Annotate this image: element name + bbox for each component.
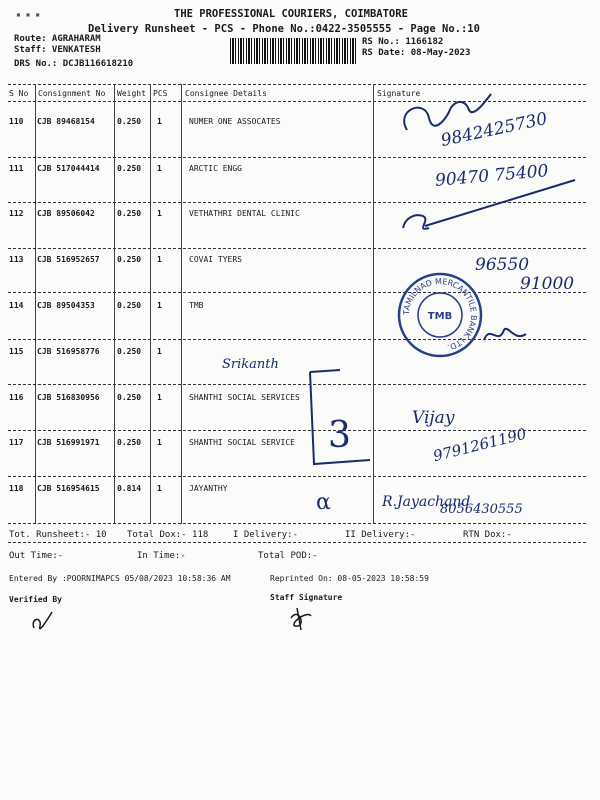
total-dox: Total Dox:- 118 [127, 530, 209, 540]
company-title: THE PROFESSIONAL COURIERS, COIMBATORE [174, 8, 408, 20]
row-rule [8, 157, 586, 158]
bank-stamp [395, 270, 485, 360]
row-consignment: CJB 516952657 [37, 255, 100, 264]
col-separator [150, 84, 151, 524]
row-weight: 0.250 [117, 164, 142, 173]
row-pcs: 1 [157, 393, 162, 402]
row-rule [8, 523, 586, 524]
row-weight: 0.250 [117, 255, 142, 264]
row-sno: 110 [9, 117, 24, 126]
signature-row-114 [480, 320, 530, 350]
drs-number: DRS No.: DCJB116618210 [14, 59, 134, 69]
rs-date: RS Date: 08-May-2023 [362, 48, 471, 58]
header-rule-bottom [8, 101, 586, 102]
totals-rule [8, 542, 586, 543]
row-sno: 112 [9, 209, 24, 218]
row-consignment: CJB 516830956 [37, 393, 100, 402]
row-rule [8, 248, 586, 249]
verifier-signature [28, 608, 58, 636]
row-rule [8, 384, 586, 385]
row-consignee: NUMER ONE ASSOCATES [189, 117, 281, 126]
col-separator [181, 84, 182, 524]
row-pcs: 1 [157, 484, 162, 493]
row-weight: 0.250 [117, 393, 142, 402]
row-sno: 114 [9, 301, 24, 310]
row-weight: 0.250 [117, 438, 142, 447]
row-sno: 116 [9, 393, 24, 402]
signature-row-115: Srikanth [222, 357, 279, 372]
signature-row-118: R.Jayachand [382, 494, 471, 510]
signature-row-117: Vijay [412, 408, 455, 428]
total-runsheet: Tot. Runsheet:- 10 [9, 530, 107, 540]
staff-signature-label: Staff Signature [270, 593, 343, 602]
row-consignment: CJB 517044414 [37, 164, 100, 173]
rs-number: RS No.: 1166182 [362, 37, 444, 47]
row-consignment: CJB 516958776 [37, 347, 100, 356]
row-weight: 0.250 [117, 117, 142, 126]
row-sno: 117 [9, 438, 24, 447]
runsheet-title: Delivery Runsheet - PCS - Phone No.:0422-3505555 - Page No.:10 [88, 23, 480, 35]
row-pcs: 1 [157, 438, 162, 447]
row-pcs: 1 [157, 209, 162, 218]
row-sno: 113 [9, 255, 24, 264]
col-separator [35, 84, 36, 524]
row-consignment: CJB 89468154 [37, 117, 95, 126]
verified-by: Verified By [9, 595, 62, 604]
row-consignment: CJB 516991971 [37, 438, 100, 447]
note-row-113a: 96550 [475, 255, 530, 275]
row-pcs: 1 [157, 164, 162, 173]
row-consignee: ARCTIC ENGG [189, 164, 242, 173]
staff-label: Staff: VENKATESH [14, 45, 101, 55]
scan-marks: ▪ ▪ ▪ [16, 10, 41, 19]
phone-row-118: 8056430555 [440, 502, 523, 517]
row-consignment: CJB 516954615 [37, 484, 100, 493]
row-pcs: 1 [157, 117, 162, 126]
route-label: Route: AGRAHARAM [14, 34, 101, 44]
phone-row-117: 9791261190 [431, 424, 529, 466]
row-consignee: COVAI TYERS [189, 255, 242, 264]
row-consignee: TMB [189, 301, 204, 310]
stamp-center-text: TMB [427, 311, 453, 322]
row-weight: 0.250 [117, 347, 142, 356]
row-rule [8, 476, 586, 477]
col-separator [114, 84, 115, 524]
staff-signature [285, 604, 315, 632]
ii-delivery: II Delivery:- [345, 530, 416, 540]
row-consignee: VETHATHRI DENTAL CLINIC [189, 209, 300, 218]
i-delivery: I Delivery:- [233, 530, 299, 540]
rtn-dox: RTN Dox:- [463, 530, 512, 540]
col-consignee: Consignee Details [185, 89, 267, 98]
header-rule-top [8, 84, 586, 85]
col-sno: S No [9, 89, 29, 98]
row-pcs: 1 [157, 301, 162, 310]
phone-row-111: 90470 75400 [434, 161, 550, 191]
row-consignee: SHANTHI SOCIAL SERVICE [189, 438, 295, 447]
out-time: Out Time:- [9, 551, 64, 561]
stamp-ring-text: TAMILNAD MERCANTILE BANK LTD. [401, 276, 479, 353]
row-pcs: 1 [157, 255, 162, 264]
row-pcs: 1 [157, 347, 162, 356]
in-time: In Time:- [137, 551, 186, 561]
reprinted-on: Reprinted On: 08-05-2023 10:58:59 [270, 574, 429, 583]
col-consignment: Consignment No [38, 89, 106, 98]
row-weight: 0.250 [117, 209, 142, 218]
mark-row-116: 3 [328, 415, 351, 456]
col-weight: Weight [117, 89, 146, 98]
col-signature: Signature [377, 89, 421, 98]
row-consignment: CJB 89506042 [37, 209, 95, 218]
row-sno: 111 [9, 164, 24, 173]
total-pod: Total POD:- [258, 551, 318, 561]
entered-by: Entered By :POORNIMAPCS 05/08/2023 10:58:36 AM [9, 574, 231, 583]
col-pcs: PCS [153, 89, 168, 98]
row-consignment: CJB 89504353 [37, 301, 95, 310]
note-row-113b: 91000 [520, 274, 575, 294]
row-sno: 118 [9, 484, 24, 493]
phone-row-110: 9842425730 [439, 108, 550, 152]
barcode [230, 38, 356, 64]
row-weight: 0.250 [117, 301, 142, 310]
signature-row-112 [395, 178, 585, 238]
mark-row-118: α [316, 490, 331, 515]
row-sno: 115 [9, 347, 24, 356]
row-consignee: SHANTHI SOCIAL SERVICES [189, 393, 300, 402]
row-weight: 0.814 [117, 484, 142, 493]
row-consignee: JAYANTHY [189, 484, 228, 493]
row-rule [8, 292, 586, 293]
